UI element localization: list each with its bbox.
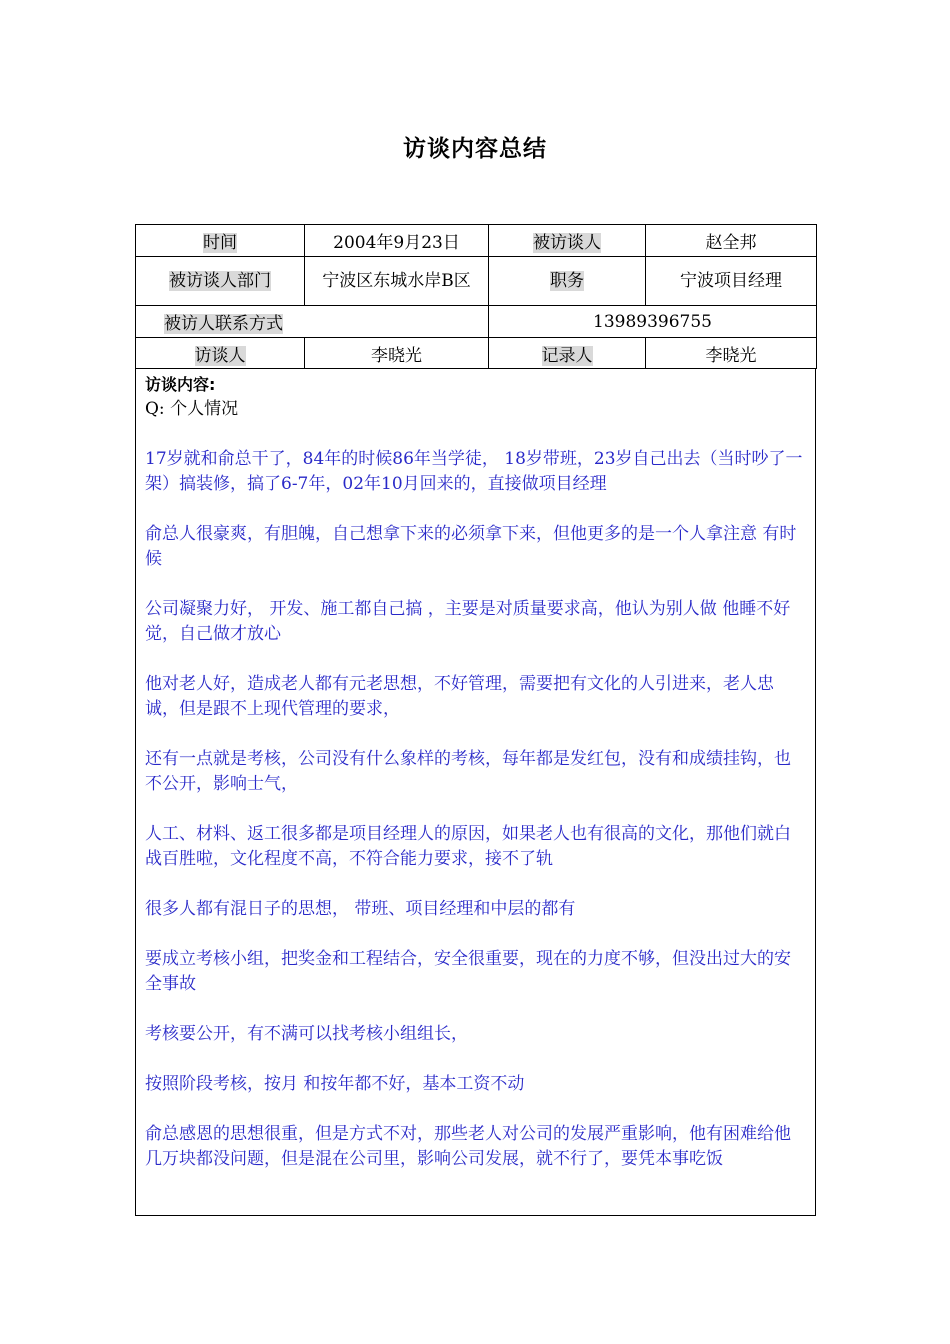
interview-content-box	[135, 368, 816, 1216]
position-label-cell	[489, 257, 646, 306]
dept-value: 宁波区东城水岸B区	[305, 257, 489, 306]
table-row	[136, 225, 817, 257]
question-line: Q: 个人情况	[145, 399, 239, 419]
content-paragraph: 俞总人很豪爽，有胆魄，自己想拿下来的必须拿下来，但他更多的是一个人拿注意 有时候	[145, 524, 797, 569]
interviewee-value: 赵全邦	[646, 225, 817, 257]
info-table	[135, 224, 817, 369]
interviewer-value: 李晓光	[305, 338, 489, 369]
position-value: 宁波项目经理	[646, 257, 817, 306]
table-row	[136, 306, 817, 338]
table-row	[136, 338, 817, 369]
content-paragraph: 人工、材料、返工很多都是项目经理人的原因，如果老人也有很高的文化，那他们就白战百胜啦，文化程度不高，不符合能力要求，接不了轨	[145, 824, 791, 869]
content-paragraph: 他对老人好，造成老人都有元老思想，不好管理，需要把有文化的人引进来，老人忠诚，但是跟不上现代管理的要求，	[145, 674, 774, 719]
interviewee-label-cell	[489, 225, 646, 257]
content-heading: 访谈内容:	[145, 375, 216, 394]
interviewer-label: 访谈人	[194, 345, 246, 366]
table-row	[136, 257, 817, 306]
content-paragraph: 公司凝聚力好， 开发、施工都自己搞 ，主要是对质量要求高，他认为别人做 他睡不好觉，自己做才放心	[145, 599, 791, 644]
recorder-label-cell	[489, 338, 646, 369]
contact-label: 被访人联系方式	[164, 314, 283, 334]
content-paragraph: 按照阶段考核，按月 和按年都不好，基本工资不动	[145, 1074, 525, 1094]
interviewer-label-cell	[136, 338, 305, 369]
time-label: 时间	[203, 233, 237, 253]
interviewee-label: 被访谈人	[533, 233, 601, 253]
content-paragraph: 要成立考核小组，把奖金和工程结合，安全很重要，现在的力度不够，但没出过大的安全事故	[145, 949, 791, 994]
time-label-cell	[136, 225, 305, 257]
time-value: 2004年9月23日	[305, 225, 489, 257]
content-paragraph: 很多人都有混日子的思想， 带班、项目经理和中层的都有	[145, 899, 576, 919]
position-label: 职务	[550, 271, 584, 291]
dept-label-cell	[136, 257, 305, 306]
contact-label-cell	[136, 306, 489, 338]
recorder-label: 记录人	[541, 345, 593, 366]
content-paragraph: 考核要公开，有不满可以找考核小组组长，	[145, 1024, 468, 1044]
dept-label: 被访谈人部门	[169, 271, 271, 291]
recorder-value: 李晓光	[646, 338, 817, 369]
content-paragraph: 俞总感恩的思想很重，但是方式不对，那些老人对公司的发展严重影响，他有困难给他几万块都没问题，但是混在公司里，影响公司发展，就不行了，要凭本事吃饭	[145, 1124, 791, 1169]
content-paragraph: 还有一点就是考核，公司没有什么象样的考核，每年都是发红包，没有和成绩挂钩，也不公开，影响士气，	[145, 749, 791, 794]
content-paragraph: 17岁就和俞总干了，84年的时候86年当学徒， 18岁带班，23岁自己出去（当时吵了一架）搞装修，搞了6-7年，02年10月回来的，直接做项目经理	[145, 449, 803, 494]
document-title: 访谈内容总结	[403, 136, 547, 162]
contact-value: 13989396755	[489, 306, 817, 338]
